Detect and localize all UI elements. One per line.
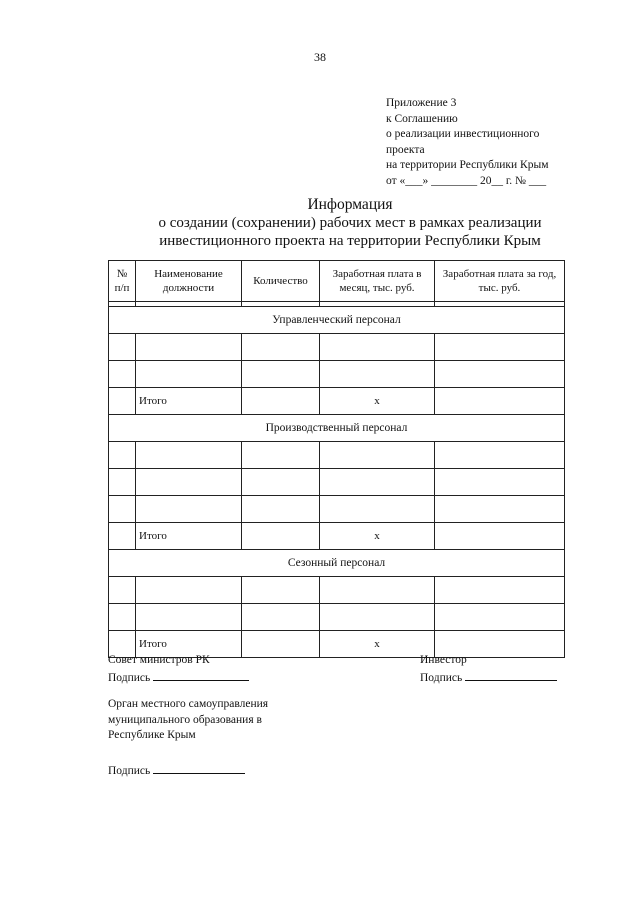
- appendix-header: [386, 96, 548, 189]
- page-number: 38: [314, 50, 326, 64]
- header-cell-monthly-salary: Заработная плата в месяц, тыс. руб.: [320, 261, 435, 302]
- appendix-line: Приложение 3: [386, 97, 457, 109]
- header-cell-quantity: Количество: [242, 261, 320, 302]
- section-label: Сезонный персонал: [109, 550, 565, 577]
- signature-title-line: Республике Крым: [108, 729, 196, 741]
- total-row: [109, 523, 565, 550]
- signature-blank: [153, 669, 249, 681]
- jobs-table: [108, 260, 565, 658]
- header-cell-number: № п/п: [109, 261, 136, 302]
- signature-investor: [420, 653, 557, 686]
- title-line: инвестиционного проекта на территории Республики Крым: [159, 233, 541, 249]
- header-cell-annual-salary: Заработная плата за год, тыс. руб.: [435, 261, 565, 302]
- table-row: [109, 334, 565, 361]
- total-label: Итого: [136, 523, 242, 550]
- table-row: [109, 442, 565, 469]
- signature-blank: [465, 669, 557, 681]
- total-row: [109, 388, 565, 415]
- section-row-production: [109, 415, 565, 442]
- signature-council: [108, 653, 249, 686]
- total-label: Итого: [136, 631, 242, 658]
- total-mark: х: [320, 388, 435, 415]
- title-line: Информация: [307, 196, 393, 213]
- title-line: о создании (сохранении) рабочих мест в рамках реализации: [158, 215, 542, 231]
- appendix-line: на территории Республики Крым: [386, 159, 549, 171]
- signature-line: [108, 762, 268, 780]
- signature-line: [420, 669, 557, 687]
- section-row-seasonal: [109, 550, 565, 577]
- signature-title-line: муниципального образования в: [108, 713, 262, 726]
- signature-line: [108, 669, 249, 687]
- signature-title: Инвестор: [420, 654, 467, 666]
- section-label: Управленческий персонал: [109, 307, 565, 334]
- table-row: [109, 604, 565, 631]
- total-mark: х: [320, 523, 435, 550]
- header-cell-position: Наименование должности: [136, 261, 242, 302]
- section-row-management: [109, 307, 565, 334]
- signature-label: Подпись: [420, 671, 463, 684]
- table-row: [109, 577, 565, 604]
- signature-title-line: Орган местного самоуправления: [108, 698, 269, 710]
- document-title: [0, 196, 640, 250]
- table-row: [109, 361, 565, 388]
- signature-title: Совет министров РК: [108, 654, 210, 666]
- appendix-line: к Соглашению: [386, 112, 458, 125]
- signature-municipal: [108, 697, 268, 779]
- appendix-line: о реализации инвестиционного: [386, 128, 540, 140]
- total-mark: х: [320, 631, 435, 658]
- total-label: Итого: [136, 388, 242, 415]
- signature-label: Подпись: [108, 671, 151, 684]
- section-label: Производственный персонал: [109, 415, 565, 442]
- table-row: [109, 496, 565, 523]
- signature-blank: [153, 762, 245, 774]
- appendix-line: проекта: [386, 143, 425, 156]
- signature-label: Подпись: [108, 764, 151, 777]
- table-row: [109, 469, 565, 496]
- appendix-line: от «___» ________ 20__ г. № ___: [386, 174, 547, 187]
- table-header-row: [109, 261, 565, 302]
